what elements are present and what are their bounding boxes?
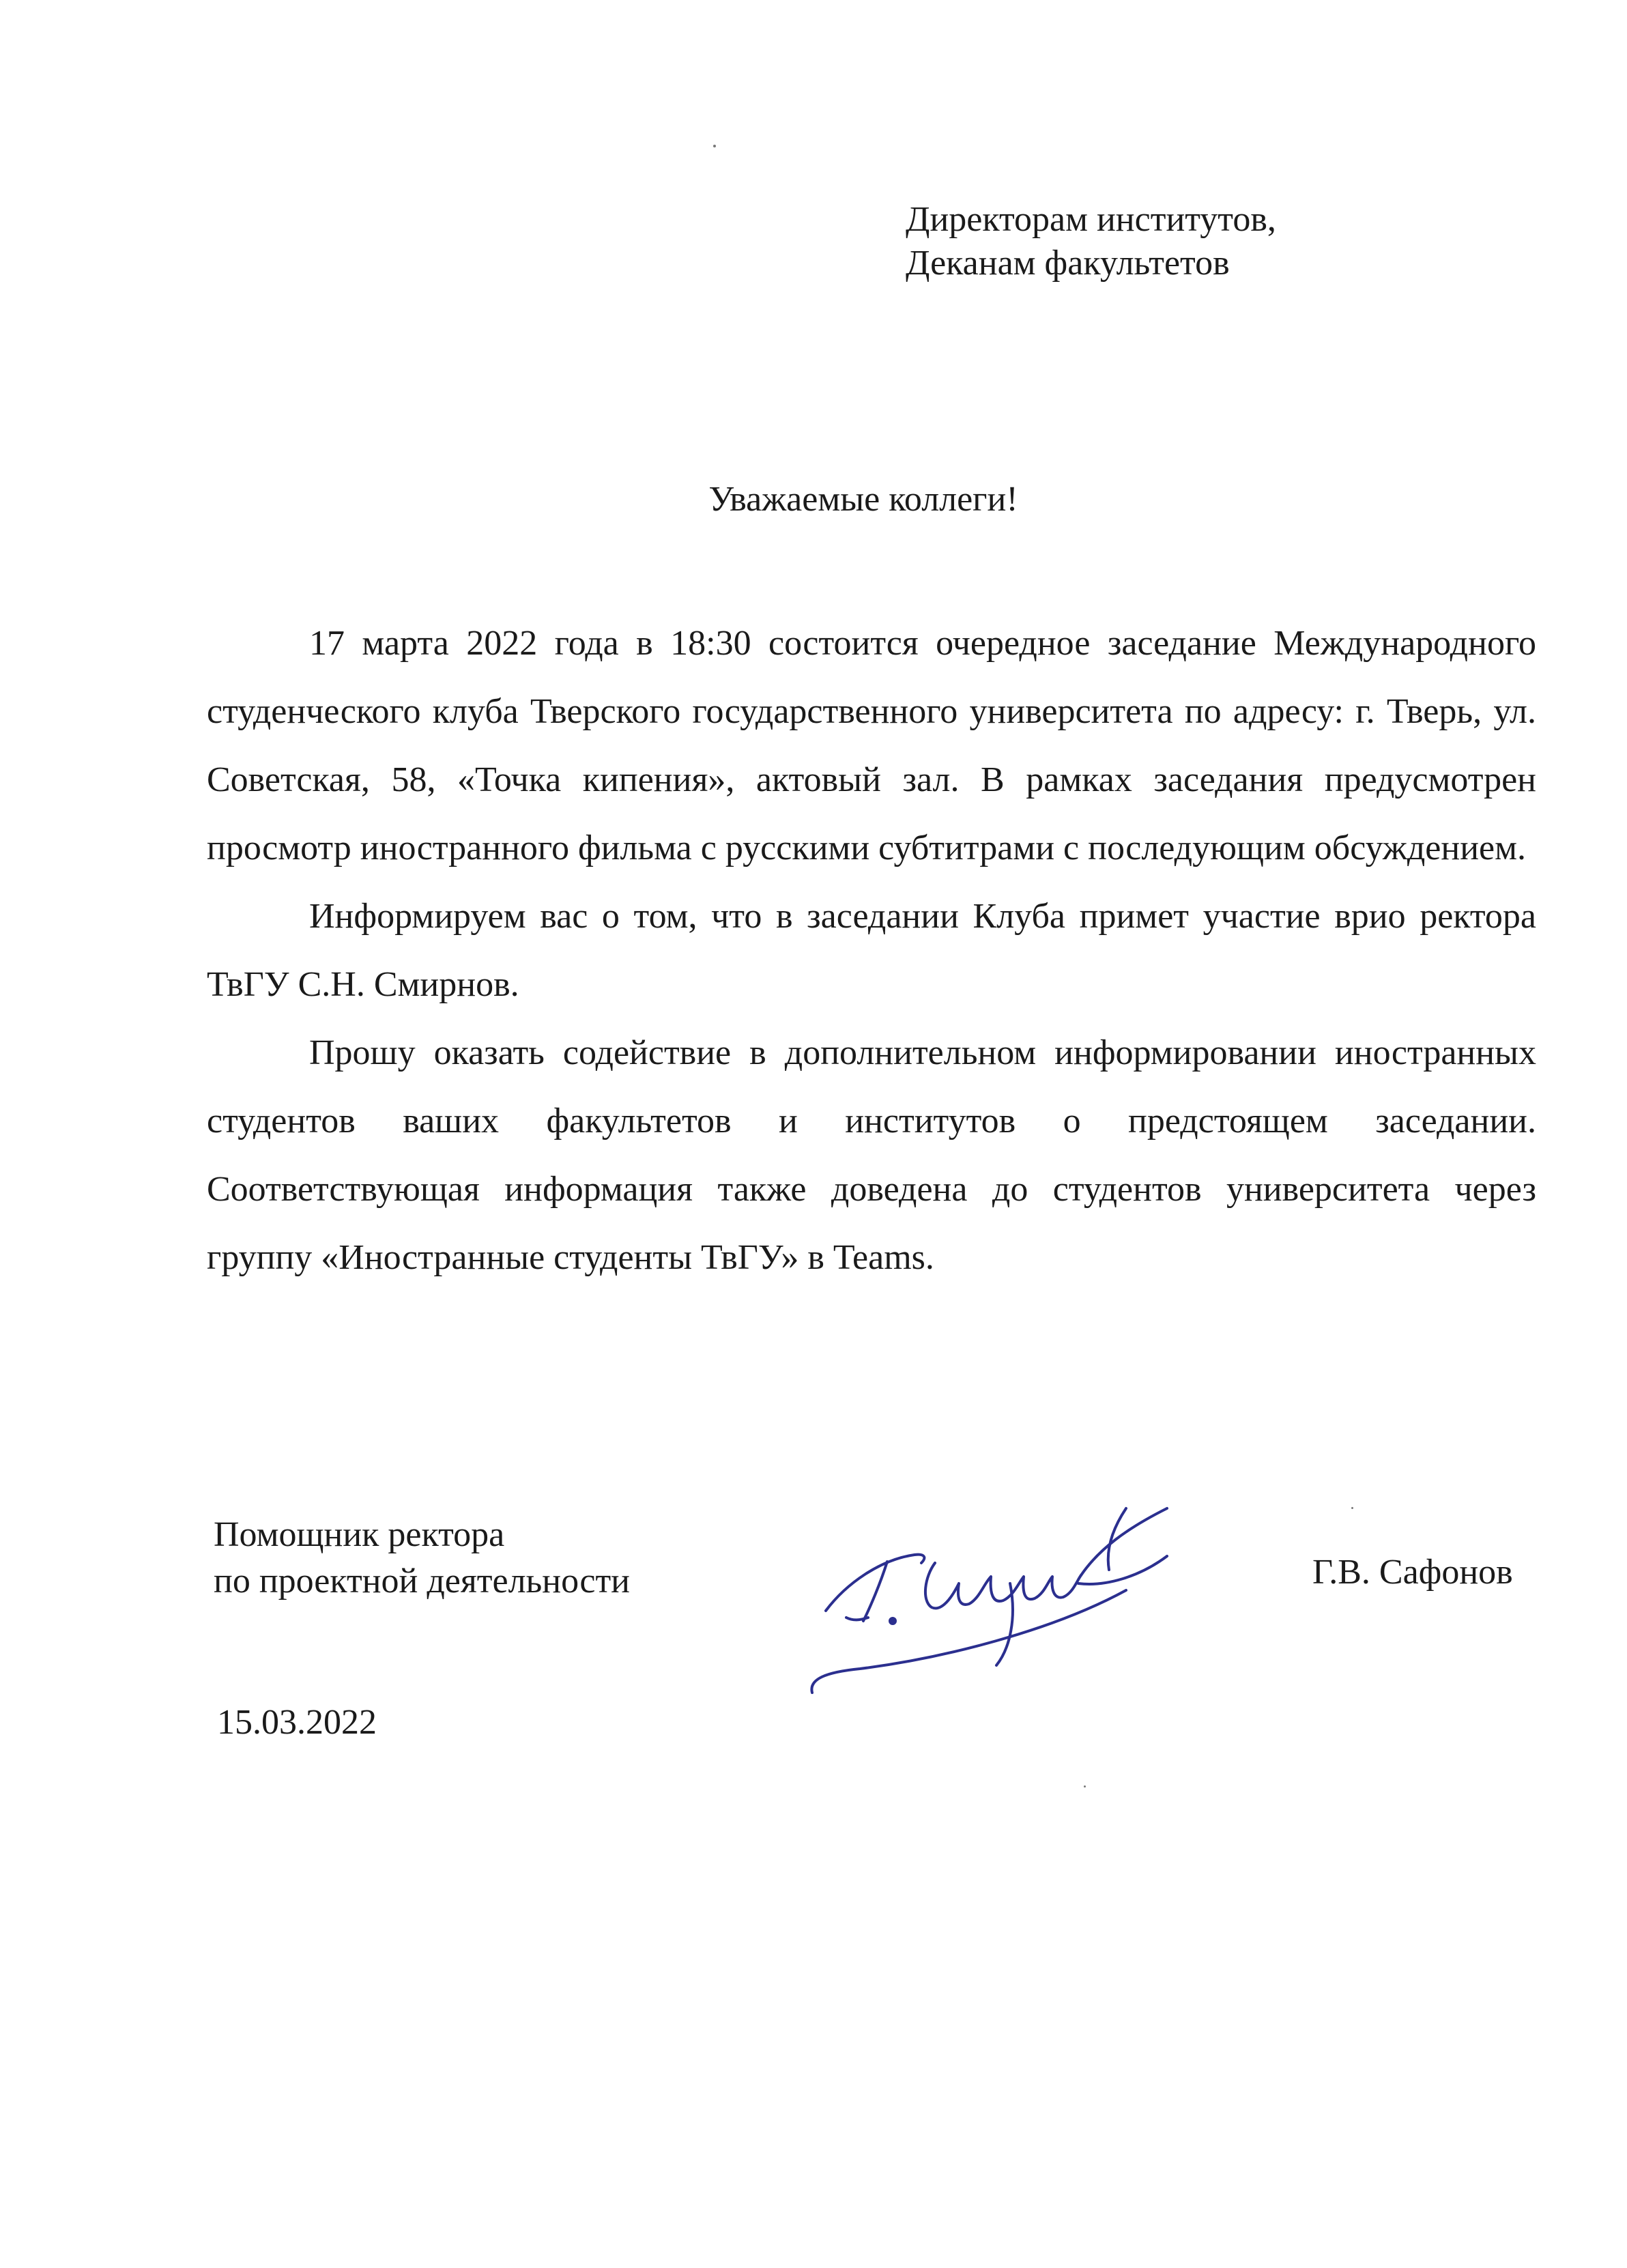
position-line-1: Помощник ректора xyxy=(214,1515,505,1554)
greeting: Уважаемые коллеги! xyxy=(708,480,1018,519)
paragraph-2: Информируем вас о том, что в заседании Клуба примет участие врио ректора ТвГУ С.Н. Смирнов. xyxy=(207,897,1536,1004)
addressee-line-1: Директорам институтов, xyxy=(906,200,1276,239)
scan-speck xyxy=(713,145,716,147)
scan-speck xyxy=(1351,1507,1353,1509)
letter-body xyxy=(207,609,1536,1292)
signer-name: Г.В. Сафонов xyxy=(1312,1553,1513,1592)
scan-speck xyxy=(1084,1785,1086,1788)
handwritten-signature xyxy=(805,1481,1187,1706)
addressee-block xyxy=(906,198,1276,285)
addressee-line-2: Деканам факультетов xyxy=(906,244,1230,283)
position-line-2: по проектной деятельности xyxy=(214,1562,631,1600)
letter-date: 15.03.2022 xyxy=(217,1703,377,1742)
paragraph-1: 17 марта 2022 года в 18:30 состоится очередное заседание Международного студенческого клуба Тверского государственного университета по адресу: г. Тверь, ул. Советская, 58, «Точка кипения», актовый зал. В рамках заседания предусмотрен просмотр иностранного фильма с русскими субтитрами с последующим обсуждением. xyxy=(207,624,1536,867)
signer-position xyxy=(214,1512,630,1605)
paragraph-3: Прошу оказать содействие в дополнительном информировании иностранных студентов ваших факультетов и институтов о предстоящем заседании. Соответствующая информация также доведена до студентов университета через группу «Иностранные студенты ТвГУ» в Teams. xyxy=(207,1033,1536,1277)
